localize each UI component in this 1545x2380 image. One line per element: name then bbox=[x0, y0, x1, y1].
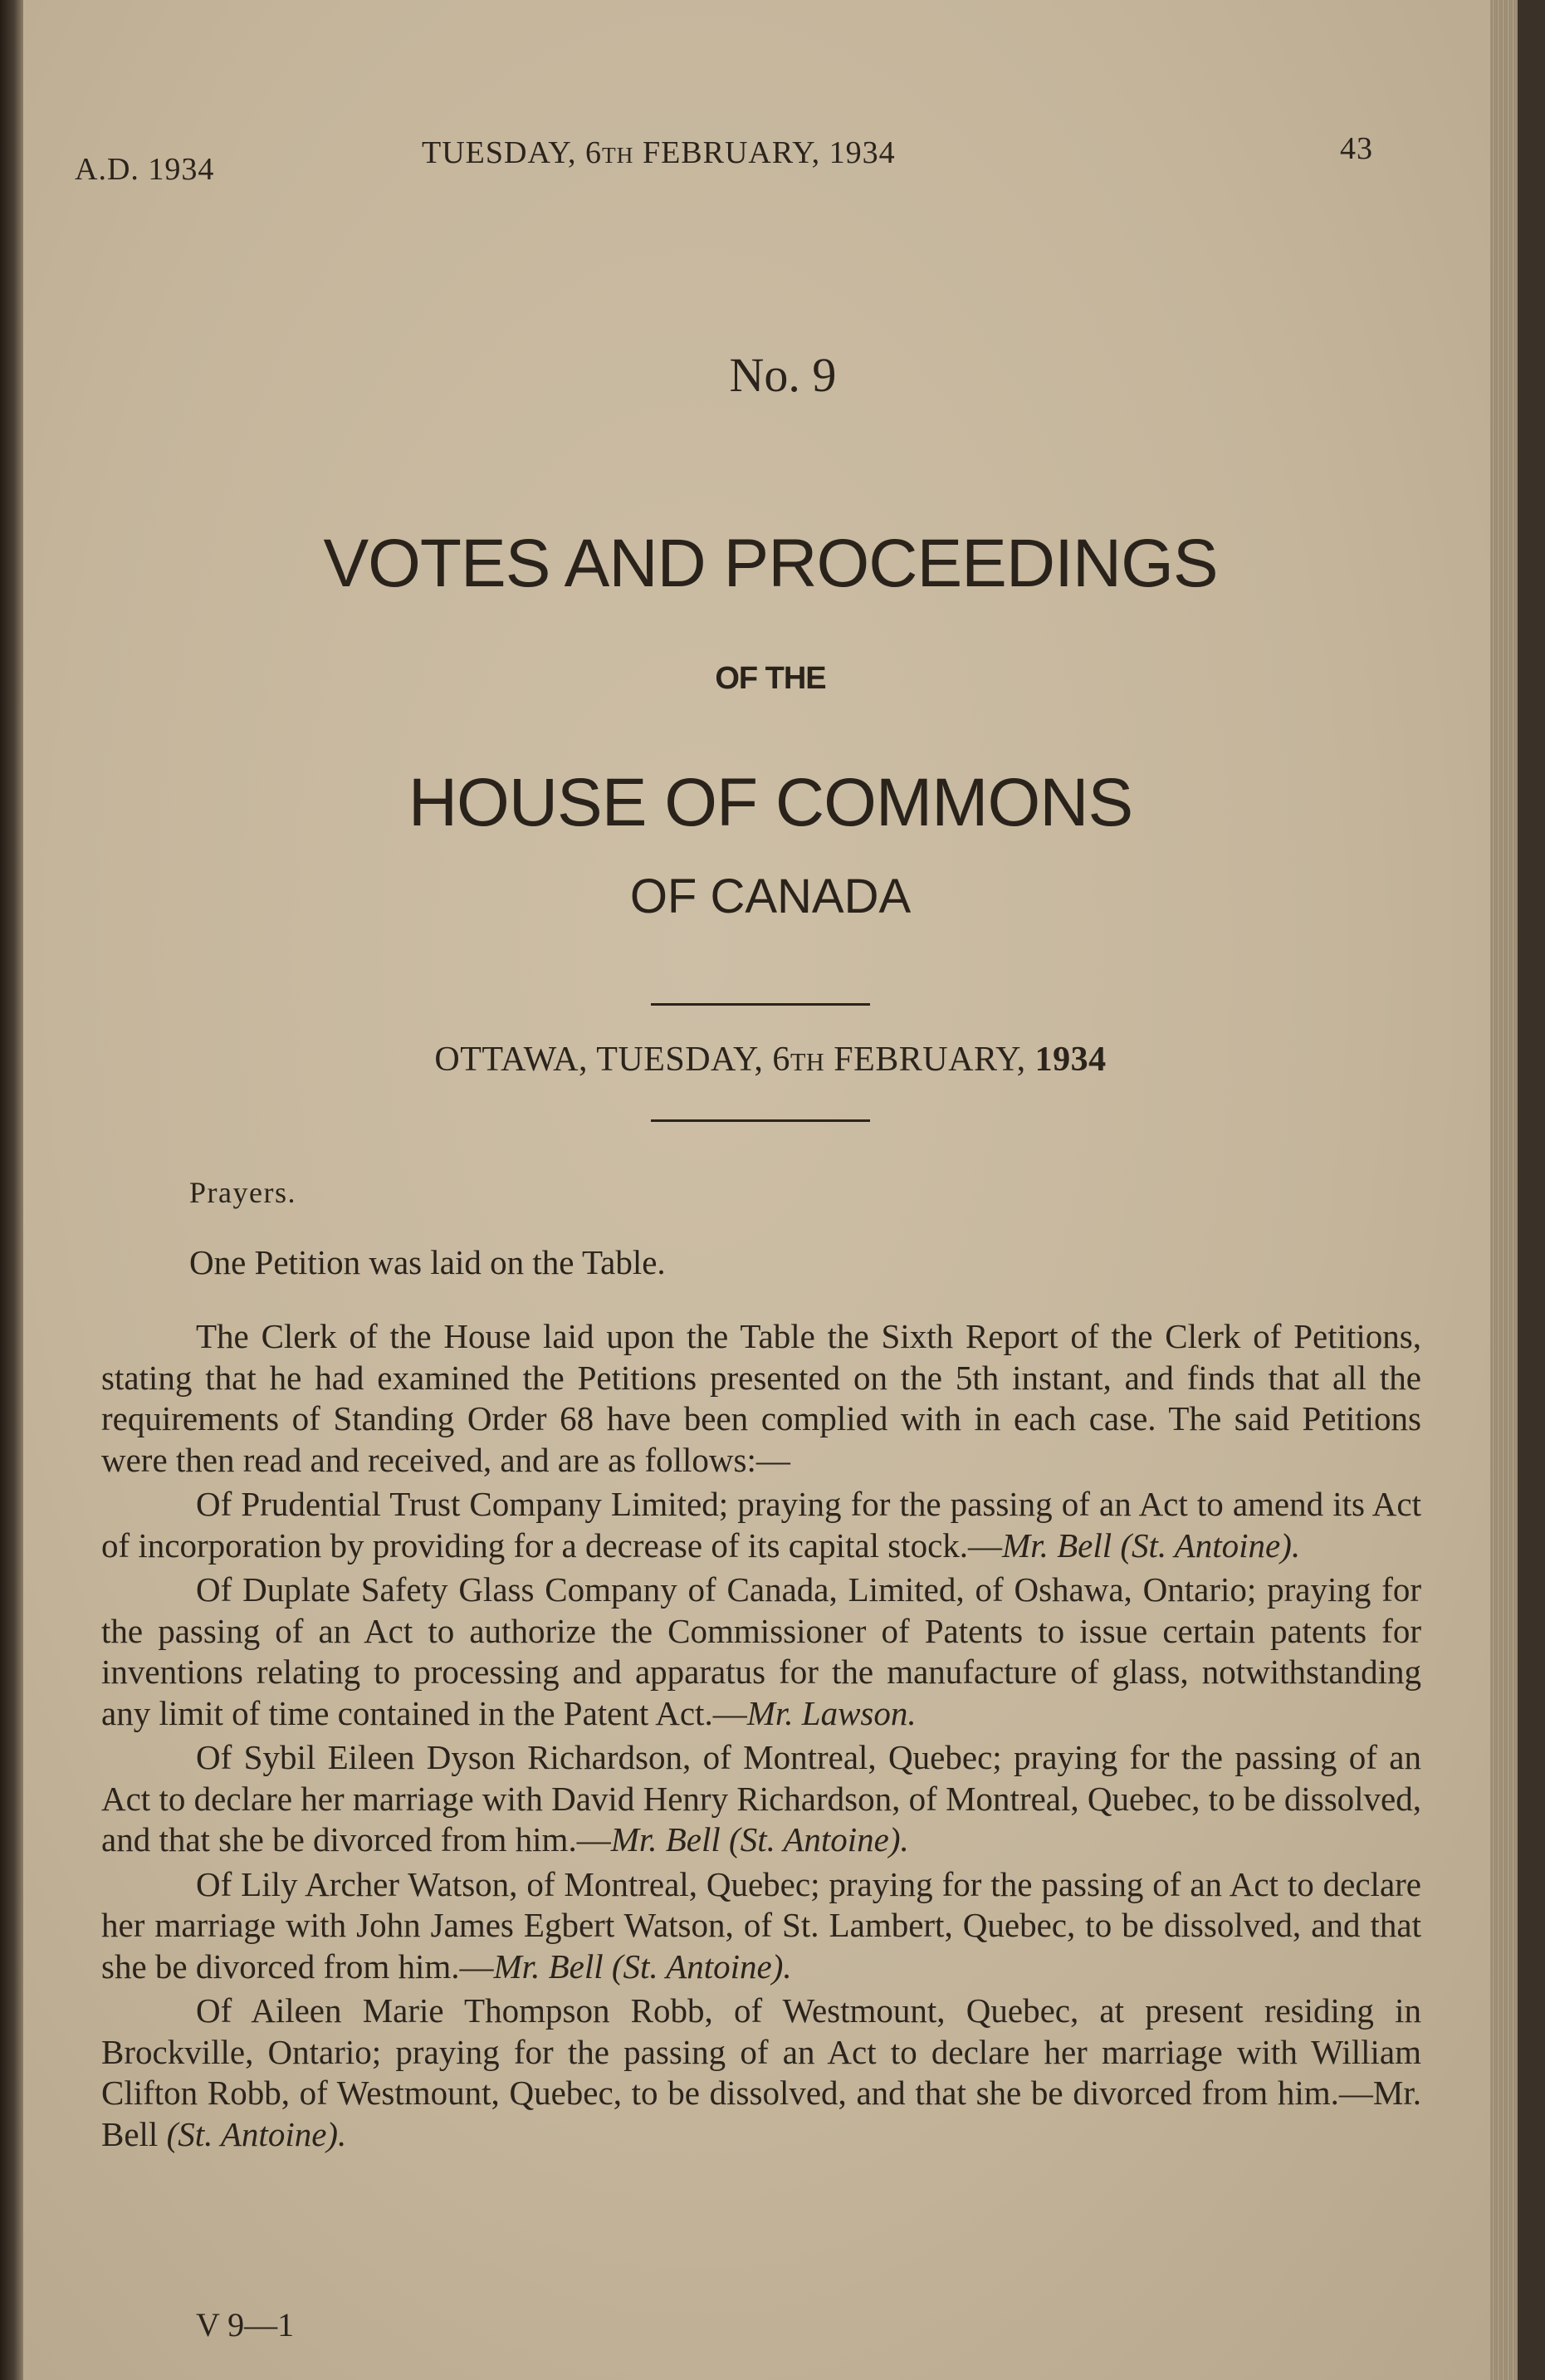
petition-paragraph: Of Sybil Eileen Dyson Richardson, of Montreal, Quebec; praying for the passing of an Act to declare her marriage with David Henry Richardson, of Montreal, Quebec, to be dissolved, and that she be divorced from him.—Mr. Bell (St. Antoine). bbox=[101, 1738, 1421, 1858]
title-votes-and-proceedings: VOTES AND PROCEEDINGS bbox=[323, 526, 1218, 601]
prayers-heading: Prayers. bbox=[189, 1176, 296, 1209]
title-of-canada: OF CANADA bbox=[629, 869, 912, 923]
document-page bbox=[23, 0, 1518, 2380]
petition-paragraph: Of Duplate Safety Glass Company of Canada, Limited, of Oshawa, Ontario; praying for the passing of an Act to authorize the Commissioner of Patents to issue certain patents for inventions relating to processing and apparatus for the manufacture of glass, notwithstanding any limit of time contained in the Patent Act.—Mr. Lawson. bbox=[101, 1570, 1421, 1732]
proceedings-body bbox=[101, 1173, 1421, 2155]
petition-paragraph: Of Lily Archer Watson, of Montreal, Quebec; praying for the passing of an Act to declare her marriage with John James Egbert Watson, of St. Lambert, Quebec, to be dissolved, and that she be divorced from him.—Mr. Bell (St. Antoine). bbox=[101, 1864, 1421, 1986]
dateline: OTTAWA, TUESDAY, 6TH FEBRUARY, 1934 bbox=[434, 1041, 1107, 1079]
binding-shadow bbox=[0, 0, 23, 2380]
signature-mark: V 9—1 bbox=[196, 2306, 295, 2343]
title-house-of-commons: HOUSE OF COMMONS bbox=[408, 765, 1133, 840]
petition-laid-paragraph: One Petition was laid on the Table. bbox=[189, 1242, 666, 1281]
petition-paragraph: Of Prudential Trust Company Limited; praying for the passing of an Act to amend its Act of incorporation by providing for a decrease of its capital stock.—Mr. Bell (St. Antoine). bbox=[101, 1485, 1421, 1565]
header-date: TUESDAY, 6TH FEBRUARY, 1934 bbox=[422, 135, 896, 170]
header-year: A.D. 1934 bbox=[75, 152, 215, 187]
divider-rule bbox=[651, 1003, 870, 1006]
page-number: 43 bbox=[1340, 131, 1373, 166]
petition-paragraph: Of Aileen Marie Thompson Robb, of Westmount, Quebec, at present residing in Brockville, Ontario; praying for the passing of an Act to declare her marriage with William Clifton Robb, of Westmount, Quebec, to be dissolved, and that she be divorced from him.—Mr. Bell (St. Antoine). bbox=[101, 1991, 1421, 2153]
issue-number: No. 9 bbox=[729, 348, 837, 402]
running-header bbox=[23, 131, 1518, 187]
divider-rule bbox=[651, 1119, 870, 1122]
clerk-report-paragraph: The Clerk of the House laid upon the Table the Sixth Report of the Clerk of Petitions, stating that he had examined the Petitions presented on the 5th instant, and finds that all the requirements of Standing Order 68 have been complied with in each case. The said Petitions were then read and received, and are as follows:— bbox=[101, 1317, 1421, 1479]
title-of-the: OF THE bbox=[715, 661, 826, 696]
